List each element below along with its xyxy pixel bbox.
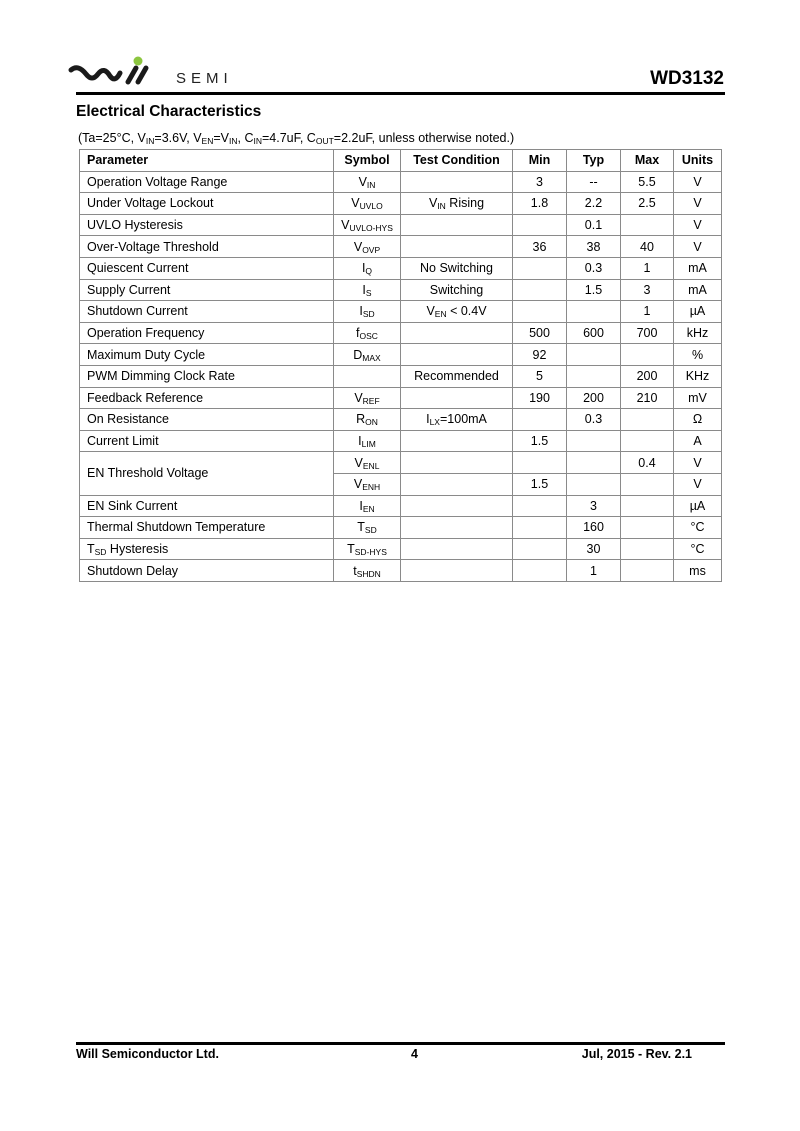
table-row [80,171,722,193]
min-cell [513,257,567,279]
test-condition-cell [401,452,513,474]
symbol-cell: $I_Q$ [334,257,401,279]
units-cell: V [674,236,722,258]
max-cell: 1 [621,257,674,279]
min-cell [513,301,567,323]
test-condition-cell [401,236,513,258]
header-symbol: Symbol [334,150,401,172]
typ-cell [567,452,621,474]
header-test-condition: Test Condition [401,150,513,172]
symbol-cell: $V_{UVLO}$ [334,193,401,215]
section-title: Electrical Characteristics [76,103,262,120]
typ-cell [567,473,621,495]
symbol-cell: $I_{LIM}$ [334,430,401,452]
test-condition-cell [401,560,513,582]
symbol-cell: $V_{UVLO-HYS}$ [334,214,401,236]
max-cell [621,344,674,366]
test-condition-cell [401,171,513,193]
test-condition-cell [401,322,513,344]
typ-cell: 30 [567,538,621,560]
parameter-cell: Supply Current [80,279,334,301]
typ-cell [567,430,621,452]
table-header-row [80,150,722,172]
table-row [80,365,722,387]
max-cell: 200 [621,365,674,387]
parameter-cell: EN Threshold Voltage [80,452,334,495]
min-cell: 3 [513,171,567,193]
symbol-cell: $I_{SD}$ [334,301,401,323]
max-cell [621,409,674,431]
typ-cell: 3 [567,495,621,517]
footer-revision: Jul, 2015 - Rev. 2.1 [581,1047,692,1061]
parameter-cell: Operation Voltage Range [80,171,334,193]
max-cell [621,538,674,560]
max-cell [621,560,674,582]
table-row [80,214,722,236]
test-condition-cell [401,538,513,560]
logo-slash-2 [138,68,146,82]
symbol-cell: $R_{ON}$ [334,409,401,431]
symbol-cell: $V_{ENH}$ [334,473,401,495]
units-cell: V [674,473,722,495]
typ-cell: -- [567,171,621,193]
table-row [80,344,722,366]
typ-cell [567,344,621,366]
test-conditions: (Ta=25°C, $V_{IN}=3.6V$, $V_{EN}=V_{IN}$, $C_{IN}=4.7uF$, $C_{OUT}=2.2uF$, unless otherwise noted.) [78,131,515,146]
max-cell: 210 [621,387,674,409]
max-cell [621,473,674,495]
test-condition-cell [401,473,513,495]
table-row [80,560,722,582]
min-cell: 36 [513,236,567,258]
typ-cell: 0.3 [567,257,621,279]
typ-cell [567,301,621,323]
typ-cell [567,365,621,387]
table-row [80,517,722,539]
footer-company: Will Semiconductor Ltd. [76,1047,219,1061]
header-units: Units [674,150,722,172]
table-row [80,495,722,517]
units-cell: KHz [674,365,722,387]
table-row [80,236,722,258]
table-row [80,409,722,431]
units-cell: Ω [674,409,722,431]
logo-green-dot [134,57,143,66]
header-min: Min [513,150,567,172]
max-cell: 700 [621,322,674,344]
table-row [80,279,722,301]
header-parameter: Parameter [80,150,334,172]
typ-cell: 1.5 [567,279,621,301]
min-cell: 92 [513,344,567,366]
min-cell [513,279,567,301]
units-cell: mA [674,257,722,279]
symbol-cell: $f_{OSC}$ [334,322,401,344]
symbol-cell: $T_{SD-HYS}$ [334,538,401,560]
min-cell [513,517,567,539]
symbol-cell: $T_{SD}$ [334,517,401,539]
parameter-cell: UVLO Hysteresis [80,214,334,236]
min-cell: 1.5 [513,430,567,452]
document-id: WD3132 [650,68,724,89]
test-condition-cell: No Switching [401,257,513,279]
test-condition-cell [401,214,513,236]
logo-slash-1 [128,68,136,82]
max-cell [621,517,674,539]
units-cell: mV [674,387,722,409]
max-cell: 0.4 [621,452,674,474]
table-row [80,430,722,452]
max-cell [621,430,674,452]
parameter-cell: On Resistance [80,409,334,431]
table-row [80,193,722,215]
header-max: Max [621,150,674,172]
parameter-cell: Shutdown Delay [80,560,334,582]
units-cell: °C [674,517,722,539]
table-row [80,452,722,474]
typ-cell: 0.1 [567,214,621,236]
parameter-cell: Operation Frequency [80,322,334,344]
typ-cell: 2.2 [567,193,621,215]
test-condition-cell: $I_{LX}=100mA$ [401,409,513,431]
min-cell: 1.5 [513,473,567,495]
min-cell [513,214,567,236]
min-cell: 5 [513,365,567,387]
units-cell: V [674,193,722,215]
typ-cell: 0.3 [567,409,621,431]
typ-cell: 200 [567,387,621,409]
footer-divider [76,1042,725,1045]
max-cell: 2.5 [621,193,674,215]
parameter-cell: Over-Voltage Threshold [80,236,334,258]
parameter-cell: Quiescent Current [80,257,334,279]
max-cell: 1 [621,301,674,323]
units-cell: V [674,214,722,236]
parameter-cell: PWM Dimming Clock Rate [80,365,334,387]
min-cell [513,538,567,560]
header-typ: Typ [567,150,621,172]
units-cell: µA [674,301,722,323]
units-cell: kHz [674,322,722,344]
symbol-cell: $V_{ENL}$ [334,452,401,474]
test-condition-cell: Recommended [401,365,513,387]
typ-cell: 1 [567,560,621,582]
logo-text: SEMI [176,70,233,87]
parameter-cell: Under Voltage Lockout [80,193,334,215]
parameter-cell: Maximum Duty Cycle [80,344,334,366]
units-cell: V [674,171,722,193]
min-cell: 190 [513,387,567,409]
test-condition-cell [401,387,513,409]
max-cell [621,214,674,236]
symbol-cell [334,365,401,387]
symbol-cell: $t_{SHDN}$ [334,560,401,582]
test-condition-cell [401,430,513,452]
min-cell [513,560,567,582]
symbol-cell: $V_{IN}$ [334,171,401,193]
max-cell: 3 [621,279,674,301]
table-row [80,301,722,323]
max-cell [621,495,674,517]
symbol-cell: $D_{MAX}$ [334,344,401,366]
typ-cell: 38 [567,236,621,258]
parameter-cell: Thermal Shutdown Temperature [80,517,334,539]
max-cell: 5.5 [621,171,674,193]
units-cell: % [674,344,722,366]
parameter-cell: $T_{SD}$ Hysteresis [80,538,334,560]
parameter-cell: EN Sink Current [80,495,334,517]
symbol-cell: $V_{REF}$ [334,387,401,409]
min-cell [513,495,567,517]
min-cell [513,452,567,474]
table-row [80,257,722,279]
table-row [80,387,722,409]
logo-wave-mark [71,68,120,79]
typ-cell: 600 [567,322,621,344]
parameter-cell: Current Limit [80,430,334,452]
symbol-cell: $I_{EN}$ [334,495,401,517]
min-cell [513,409,567,431]
units-cell: µA [674,495,722,517]
units-cell: °C [674,538,722,560]
test-condition-cell: Switching [401,279,513,301]
typ-cell: 160 [567,517,621,539]
test-condition-cell [401,517,513,539]
units-cell: ms [674,560,722,582]
table-row [80,538,722,560]
test-condition-cell [401,495,513,517]
units-cell: mA [674,279,722,301]
page-number: 4 [411,1047,418,1061]
test-condition-cell: $V_{IN}$ Rising [401,193,513,215]
electrical-characteristics-table [79,149,722,582]
header-divider [76,92,725,95]
symbol-cell: $V_{OVP}$ [334,236,401,258]
parameter-cell: Feedback Reference [80,387,334,409]
units-cell: V [674,452,722,474]
min-cell: 1.8 [513,193,567,215]
test-condition-cell: $V_{EN} < 0.4V$ [401,301,513,323]
parameter-cell: Shutdown Current [80,301,334,323]
min-cell: 500 [513,322,567,344]
max-cell: 40 [621,236,674,258]
symbol-cell: $I_S$ [334,279,401,301]
table-row [80,322,722,344]
test-condition-cell [401,344,513,366]
units-cell: A [674,430,722,452]
